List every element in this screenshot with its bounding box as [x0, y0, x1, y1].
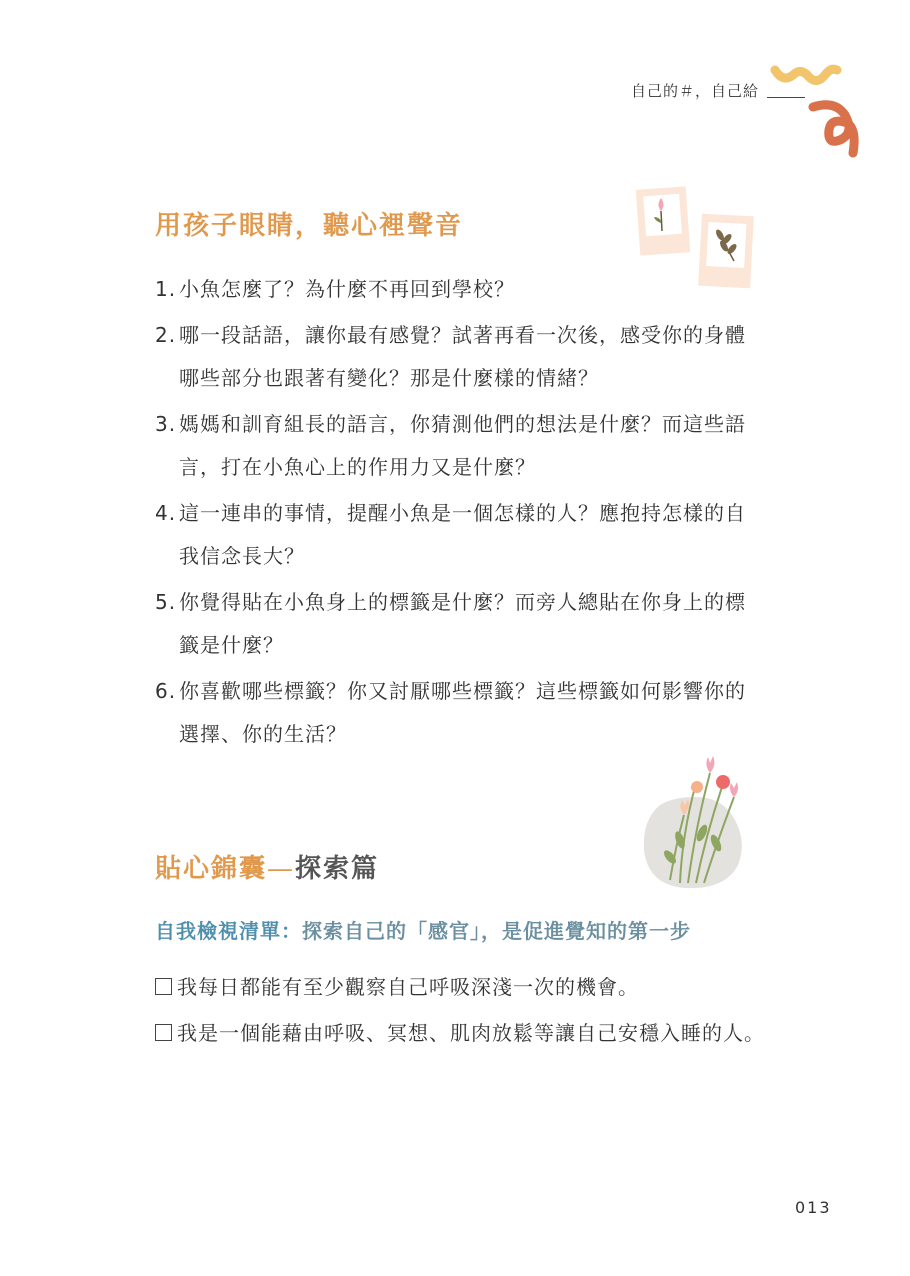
checklist-subtitle — [155, 915, 691, 944]
list-item-text: 你喜歡哪些標籤？你又討厭哪些標籤？這些標籤如何影響你的選擇、你的生活？ — [179, 679, 746, 746]
list-item-text: 你覺得貼在小魚身上的標籤是什麼？而旁人總貼在你身上的標籤是什麼？ — [179, 590, 746, 657]
question-list — [155, 268, 765, 759]
checklist-subtitle-lead: 自我檢視清單： — [155, 919, 302, 943]
section-title: 用孩子眼睛，聽心裡聲音 — [155, 211, 464, 241]
checkbox-icon[interactable] — [155, 1024, 172, 1041]
running-title: 自己的＃，自己給 — [630, 82, 759, 100]
squiggle-icon — [765, 55, 860, 165]
section-title — [155, 848, 379, 885]
checklist-item — [155, 1012, 765, 1055]
list-item — [155, 670, 765, 756]
checklist-item-text: 我是一個能藉由呼吸、冥想、肌肉放鬆等讓自己安穩入睡的人。 — [177, 1021, 765, 1045]
checkbox-icon[interactable] — [155, 978, 172, 995]
list-item — [155, 581, 765, 667]
flower-vase-icon — [640, 745, 755, 895]
checklist-item-text: 我每日都能有至少觀察自己呼吸深淺一次的機會。 — [177, 975, 639, 999]
list-item-number: 4. — [155, 501, 177, 525]
list-item-text: 這一連串的事情，提醒小魚是一個怎樣的人？應抱持怎樣的自我信念長大？ — [179, 501, 746, 568]
section-title-dash: — — [267, 854, 296, 884]
list-item-text: 媽媽和訓育組長的語言，你猜測他們的想法是什麼？而這些語言，打在小魚心上的作用力又是什麼？ — [179, 412, 746, 479]
checklist-subtitle-rest: 探索自己的「感官」，是促進覺知的第一步 — [302, 919, 691, 943]
list-item — [155, 268, 765, 311]
checklist-item — [155, 966, 765, 1009]
list-item — [155, 314, 765, 400]
list-item — [155, 492, 765, 578]
page-number: 013 — [795, 1198, 832, 1217]
list-item-number: 2. — [155, 323, 177, 347]
section-title-rest: 探索篇 — [295, 854, 380, 884]
list-item-text: 小魚怎麼了？為什麼不再回到學校？ — [179, 277, 515, 301]
list-item-text: 哪一段話語，讓你最有感覺？試著再看一次後，感受你的身體哪些部分也跟著有變化？那是什麼樣的情緒？ — [179, 323, 746, 390]
list-item-number: 3. — [155, 412, 177, 436]
section-title-accent: 貼心錦囊 — [155, 854, 268, 884]
list-item-number: 6. — [155, 679, 177, 703]
list-item — [155, 403, 765, 489]
checklist — [155, 966, 765, 1058]
list-item-number: 1. — [155, 277, 177, 301]
list-item-number: 5. — [155, 590, 177, 614]
